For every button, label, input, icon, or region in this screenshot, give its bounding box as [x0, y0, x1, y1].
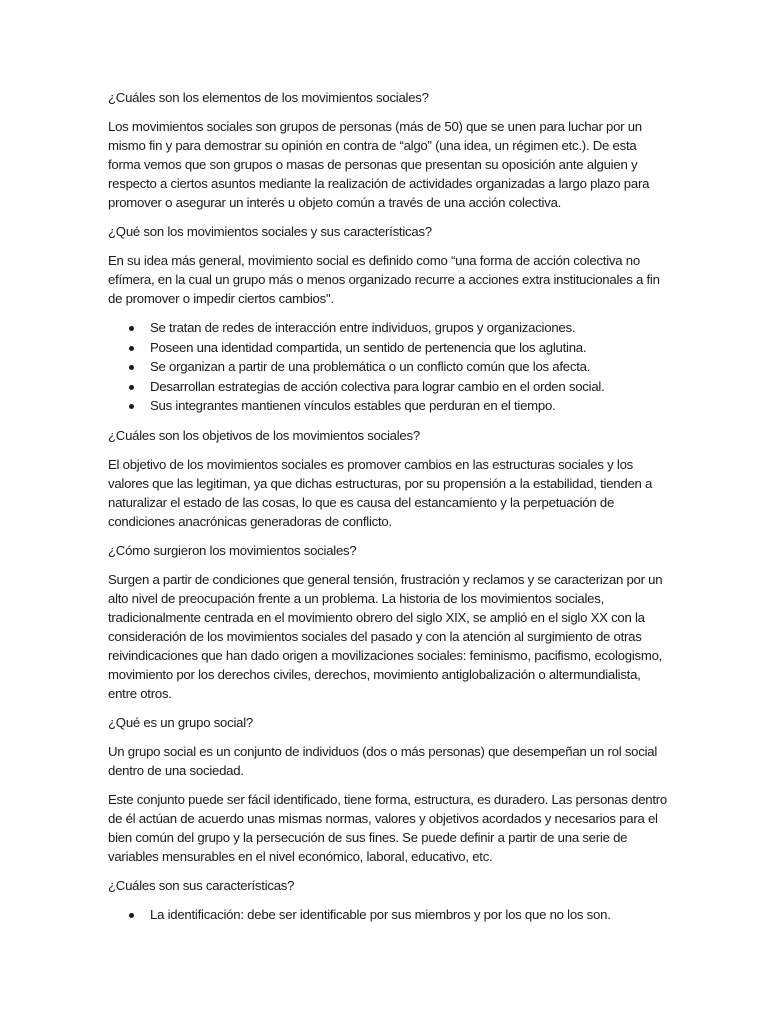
bullet-icon — [129, 365, 134, 370]
list-item — [108, 396, 668, 416]
question-heading: ¿Qué son los movimientos sociales y sus características? — [108, 224, 432, 239]
bullet-list — [108, 318, 668, 416]
list-item-text: Desarrollan estrategias de acción colectiva para lograr cambio en el orden social. — [150, 378, 605, 394]
bullet-icon — [129, 385, 134, 390]
paragraph: Surgen a partir de condiciones que general tensión, frustración y reclamos y se caracterizan por un alto nivel de preocupación frente a un problema. La historia de los movimientos sociales, tradicionalmente centrada en el movimiento obrero del siglo XIX, se amplió en el siglo XX con la consideración de los movimientos sociales del pasado y con la atención al surgimiento de otras reivindicaciones que han dado origen a movilizaciones sociales: feminismo, pacifismo, ecologismo, movimiento por los derechos civiles, derechos, movimiento antiglobalización o altermundialista, entre otros. — [108, 571, 663, 701]
list-item-text: Sus integrantes mantienen vínculos estables que perduran en el tiempo. — [150, 398, 556, 413]
list-item — [108, 377, 668, 397]
bullet-icon — [129, 346, 134, 351]
paragraph: Los movimientos sociales son grupos de personas (más de 50) que se unen para luchar por un mismo fin y para demostrar su opinión en contra de “algo” (una idea, un régimen etc.). De esta forma vemos que son grupos o masas de personas que presentan su oposición ante alguien y respecto a ciertos asuntos mediante la realización de actividades organizadas a largo plazo para promover o asegurar un interés u objeto común a través de una acción colectiva. — [108, 119, 650, 210]
list-item-text: Se organizan a partir de una problemática o un conflicto común que los afecta. — [150, 359, 591, 374]
document-body — [108, 88, 668, 934]
list-item-text: La identificación: debe ser identificable por sus miembros y por los que no los son. — [150, 906, 611, 922]
list-item — [108, 318, 668, 338]
question-heading: ¿Qué es un grupo social? — [108, 714, 254, 730]
bullet-icon — [129, 404, 134, 409]
paragraph: En su idea más general, movimiento social es definido como “una forma de acción colectiva no efímera, en la cual un grupo más o menos organizado recurre a acciones extra institucionales a fin de promover o impedir ciertos cambios". — [108, 253, 660, 306]
list-item — [108, 357, 668, 377]
question-heading: ¿Cuáles son los elementos de los movimientos sociales? — [108, 90, 429, 105]
paragraph: El objetivo de los movimientos sociales es promover cambios en las estructuras sociales y los valores que las legitiman, ya que dichas estructuras, por su propensión a la estabilidad, tienden a naturalizar el estado de las cosas, lo que es causa del estancamiento y la perpetuación de condiciones anacrónicas generadoras de conflicto. — [108, 456, 653, 529]
bullet-icon — [129, 913, 134, 918]
bullet-icon — [129, 326, 134, 331]
list-item-text: Poseen una identidad compartida, un sentido de pertenencia que los aglutina. — [150, 339, 587, 355]
list-item — [108, 905, 668, 925]
question-heading: ¿Cuáles son los objetivos de los movimientos sociales? — [108, 427, 420, 443]
list-item — [108, 338, 668, 358]
paragraph: Un grupo social es un conjunto de individuos (dos o más personas) que desempeñan un rol social dentro de una sociedad. — [108, 743, 658, 778]
paragraph: Este conjunto puede ser fácil identificado, tiene forma, estructura, es duradero. Las personas dentro de él actúan de acuerdo unas mismas normas, valores y objetivos acordados y necesarios para el bien común del grupo y la persecución de sus fines. Se puede definir a partir de una serie de variables mensurables en el nivel económico, laboral, educativo, etc. — [108, 791, 668, 864]
question-heading: ¿Cómo surgieron los movimientos sociales? — [108, 542, 357, 558]
bullet-list — [108, 905, 668, 925]
question-heading: ¿Cuáles son sus características? — [108, 877, 295, 893]
list-item-text: Se tratan de redes de interacción entre individuos, grupos y organizaciones. — [150, 320, 576, 335]
